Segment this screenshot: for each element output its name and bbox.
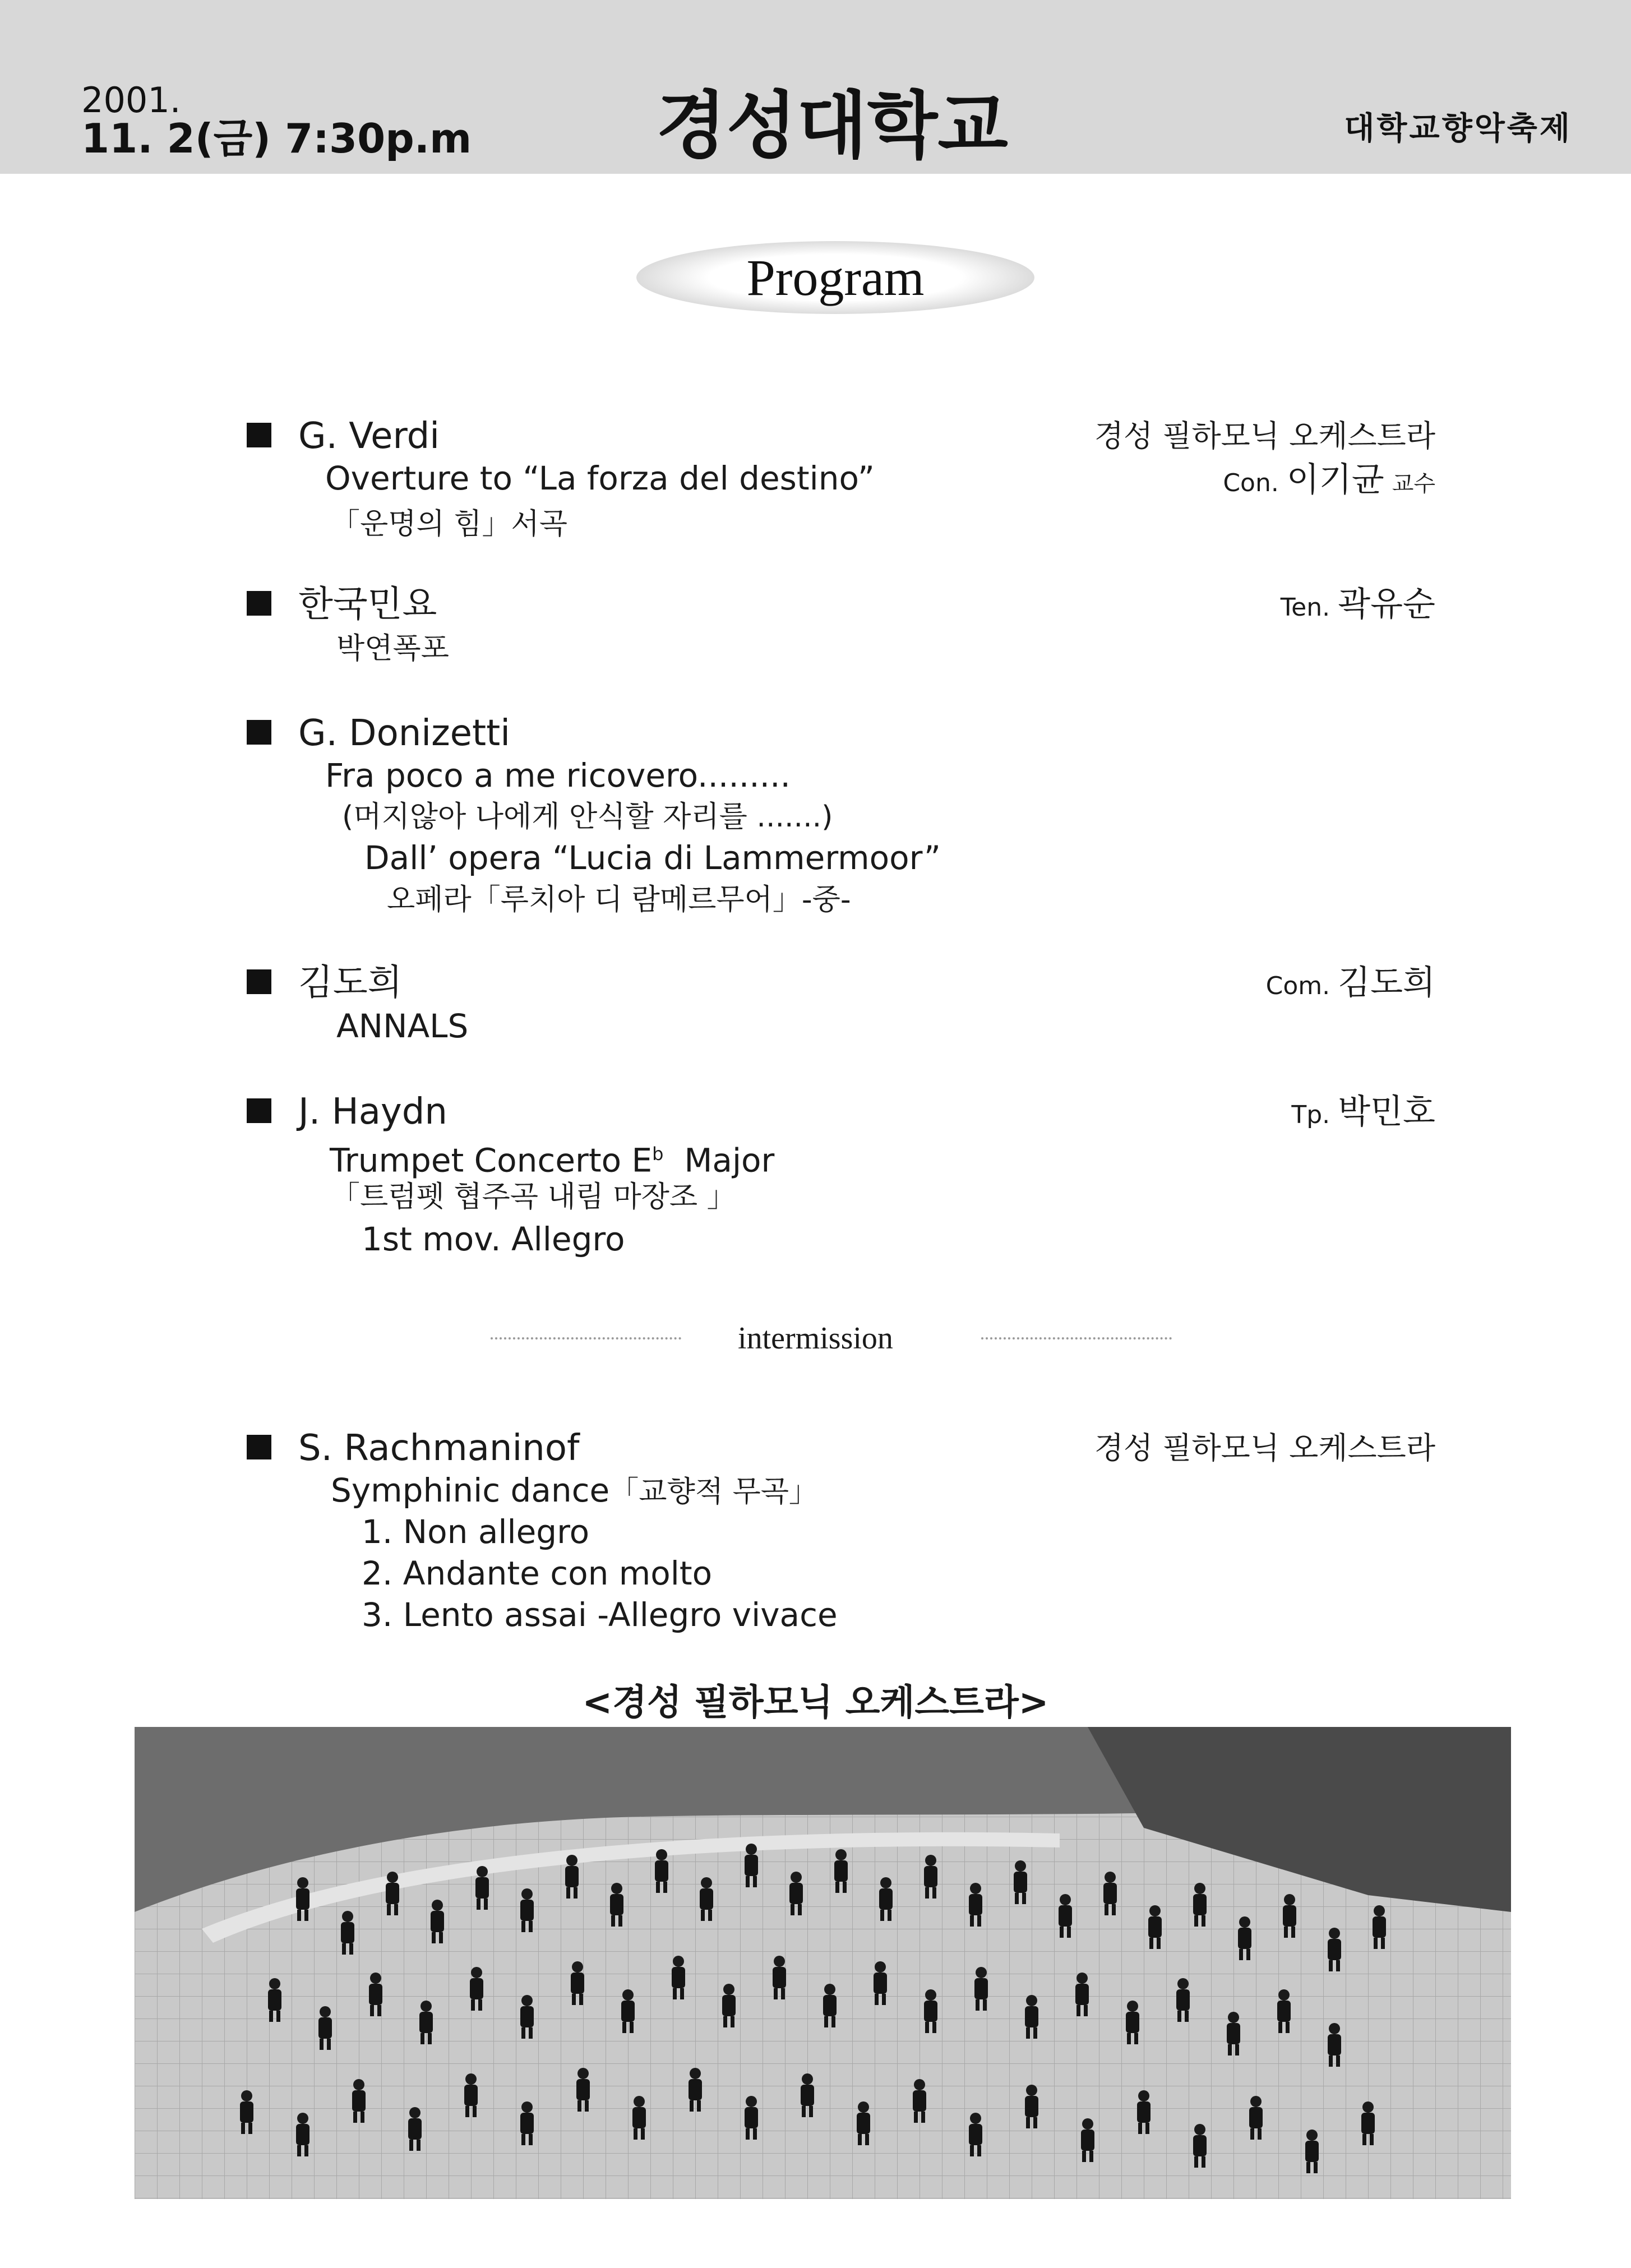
program-entry-verdi: [247, 415, 1435, 544]
concert-year: 2001.: [81, 80, 181, 121]
bullet-square-icon: [247, 423, 271, 447]
flat-symbol: b: [652, 1143, 664, 1165]
composer-name: J. Haydn: [298, 1091, 447, 1133]
piece-title-korean: 「운명의 힘」서곡: [331, 507, 567, 541]
movement: 2. Andante con molto: [362, 1554, 713, 1592]
piece-title-korean: 「트럼펫 협주곡 내림 마장조 」: [331, 1180, 736, 1214]
movement: 1. Non allegro: [362, 1513, 590, 1551]
bullet-square-icon: [247, 720, 271, 745]
bullet-square-icon: [247, 969, 271, 994]
composer-name: G. Verdi: [298, 415, 440, 457]
movement: 3. Lento assai -Allegro vivace: [362, 1596, 838, 1634]
piece-title-korean: (머지않아 나에게 안식할 자리를 .......): [342, 800, 833, 834]
bullet-square-icon: [247, 591, 271, 616]
performer-org: 경성 필하모닉 오케스트라: [1094, 1430, 1435, 1466]
festival-name: 대학교향악축제: [1344, 110, 1572, 147]
performer: [1223, 459, 1435, 505]
university-title: 경성대학교: [656, 83, 1008, 168]
piece-title: Fra poco a me ricovero.........: [325, 756, 791, 795]
concert-date: [81, 80, 472, 162]
performer-role: Con.: [1223, 469, 1279, 497]
composer-name: S. Rachmaninof: [298, 1428, 580, 1469]
piece-title: [330, 1134, 774, 1180]
intermission-divider-right: [981, 1337, 1172, 1339]
program-entry-rachmaninof: [247, 1427, 1435, 1640]
performer-title: 교수: [1392, 471, 1435, 497]
performer-name: 김도희: [1338, 963, 1435, 1003]
performer-name: 곽유순: [1338, 585, 1435, 624]
opera-source: Dall’ opera “Lucia di Lammermoor”: [364, 839, 941, 877]
piece-title-korean: 「교향적 무곡」: [609, 1475, 818, 1509]
opera-source-korean: 오페라「루치아 디 람메르무어」-중-: [387, 883, 851, 917]
piece-title: ANNALS: [336, 1007, 469, 1045]
photo-caption: <경성 필하모닉 오케스트라>: [582, 1682, 1049, 1724]
orchestra-photo-graphic: [135, 1727, 1511, 2199]
program-heading-text: Program: [746, 249, 925, 306]
composer-name: 김도희: [298, 962, 403, 1004]
performer-name: 이기균: [1286, 460, 1384, 500]
bullet-square-icon: [247, 1098, 271, 1123]
performer-role: Ten.: [1280, 593, 1330, 622]
program-entry-haydn: [247, 1091, 1435, 1270]
piece-title: Overture to “La forza del destino”: [325, 459, 875, 497]
orchestra-photo: [135, 1727, 1511, 2199]
performer-name: 박민호: [1338, 1092, 1435, 1131]
performer: [1266, 962, 1435, 1008]
program-entry-donizetti: [247, 712, 1435, 925]
program-entry-folk-song: [247, 583, 1435, 673]
piece-title-main: Trumpet Concerto E: [330, 1141, 653, 1180]
movement: 1st mov. Allegro: [362, 1220, 625, 1258]
composer-name: 한국민요: [298, 584, 437, 625]
performer-role: Tp.: [1291, 1101, 1330, 1129]
program-entry-kim-dohee: [247, 962, 1435, 1051]
program-heading: [636, 241, 1034, 314]
performer-org: 경성 필하모닉 오케스트라: [1094, 418, 1435, 454]
performer: [1291, 1091, 1435, 1137]
performer: [1281, 583, 1435, 629]
piece-title-korean: 박연폭포: [336, 632, 449, 666]
composer-name: G. Donizetti: [298, 713, 510, 754]
piece-title: [331, 1471, 818, 1512]
piece-title-main: Symphinic dance: [331, 1471, 610, 1509]
bullet-square-icon: [247, 1435, 271, 1459]
performer-role: Com.: [1265, 972, 1330, 1000]
intermission-label: intermission: [738, 1321, 893, 1356]
piece-title-key: Major: [684, 1141, 775, 1180]
concert-datetime: 11. 2(금) 7:30p.m: [81, 115, 472, 162]
